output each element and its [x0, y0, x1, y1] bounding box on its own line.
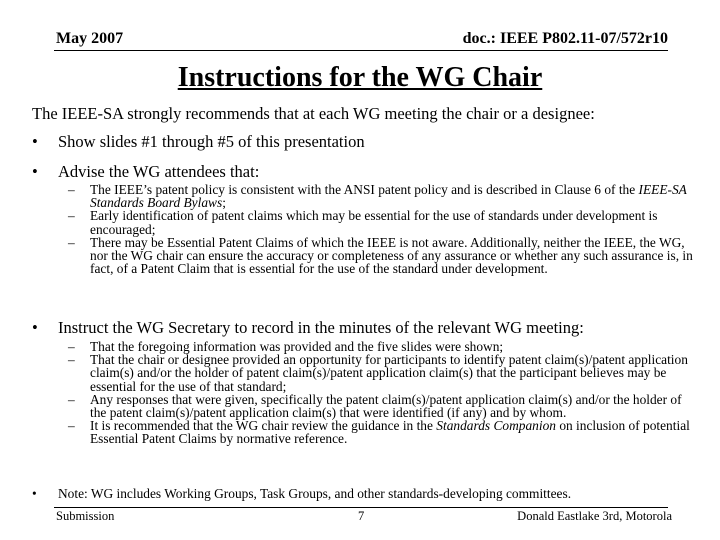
- sub-item: [68, 419, 698, 445]
- bullet-icon: •: [32, 318, 38, 337]
- bullet-icon: •: [32, 486, 37, 501]
- sub-text: on inclusion of potential Essential Patent Claims by normative reference.: [90, 418, 690, 447]
- sub-text-italic: Standards Companion: [436, 418, 556, 434]
- sub-text: Early identification of patent claims which may be essential for the use of standards under development is encouraged;: [90, 208, 658, 237]
- sub-item: [68, 393, 698, 419]
- sub-text: It is recommended that the WG chair review the guidance in the: [90, 418, 437, 434]
- sub-text: Any responses that were given, specifically the patent claim(s)/patent application claim(s) and/or the holder of the patent claim(s)/patent application claim(s) that were identified (if any) and by whom.: [90, 391, 682, 421]
- dash-icon: –: [68, 339, 75, 354]
- bullet-text: Instruct the WG Secretary to record in the minutes of the relevant WG meeting:: [58, 318, 584, 337]
- dash-icon: –: [68, 391, 75, 407]
- dash-icon: –: [68, 234, 75, 250]
- sub-item: [68, 236, 698, 276]
- header-rule: [54, 50, 668, 51]
- footer-rule: [54, 507, 668, 508]
- sub-item: [68, 183, 698, 209]
- bullet-icon: •: [32, 132, 38, 151]
- sub-text-italic: IEEE-SA Standards Board Bylaws: [90, 182, 687, 211]
- sub-text: That the foregoing information was provided and the five slides were shown;: [90, 339, 504, 354]
- header-date: May 2007: [56, 30, 124, 47]
- slide-title: Instructions for the WG Chair: [177, 62, 543, 93]
- secretary-sublist: [68, 340, 698, 446]
- sub-text: There may be Essential Patent Claims of which the IEEE is not aware. Additionally, neither the IEEE, the WG, nor the WG chair can ensure the accuracy or completeness of any assurance or whether any such assurance is, in fact, of a Patent Claim that is essential for the use of the standard under development.: [90, 234, 693, 277]
- intro-text: The IEEE-SA strongly recommends that at each WG meeting the chair or a designee:: [32, 104, 595, 123]
- footer-page-number: 7: [358, 509, 365, 523]
- sub-item: [68, 209, 698, 235]
- dash-icon: –: [68, 208, 75, 224]
- bullet-icon: •: [32, 162, 38, 181]
- bullet-text: Advise the WG attendees that:: [58, 162, 260, 181]
- footer-author: Donald Eastlake 3rd, Motorola: [517, 509, 672, 523]
- sub-item: [68, 353, 698, 393]
- sub-text: ;: [222, 195, 226, 211]
- header-doc-id: doc.: IEEE P802.11-07/572r10: [462, 30, 668, 47]
- dash-icon: –: [68, 418, 75, 434]
- footer-submission: Submission: [56, 509, 115, 523]
- note-text: Note: WG includes Working Groups, Task Groups, and other standards-developing committees.: [58, 486, 572, 501]
- bullet-text: Show slides #1 through #5 of this presentation: [58, 132, 365, 151]
- sub-text: The IEEE’s patent policy is consistent with the ANSI patent policy and is described in Clause 6 of the: [90, 182, 639, 197]
- dash-icon: –: [68, 352, 75, 368]
- advise-sublist: [68, 183, 698, 275]
- dash-icon: –: [68, 182, 75, 197]
- sub-text: That the chair or designee provided an opportunity for participants to identify patent claim(s)/patent application claim(s) and/or the holder of patent claim(s)/patent application claim(s) that the participant believes may be essential for the use of that standard;: [90, 352, 688, 394]
